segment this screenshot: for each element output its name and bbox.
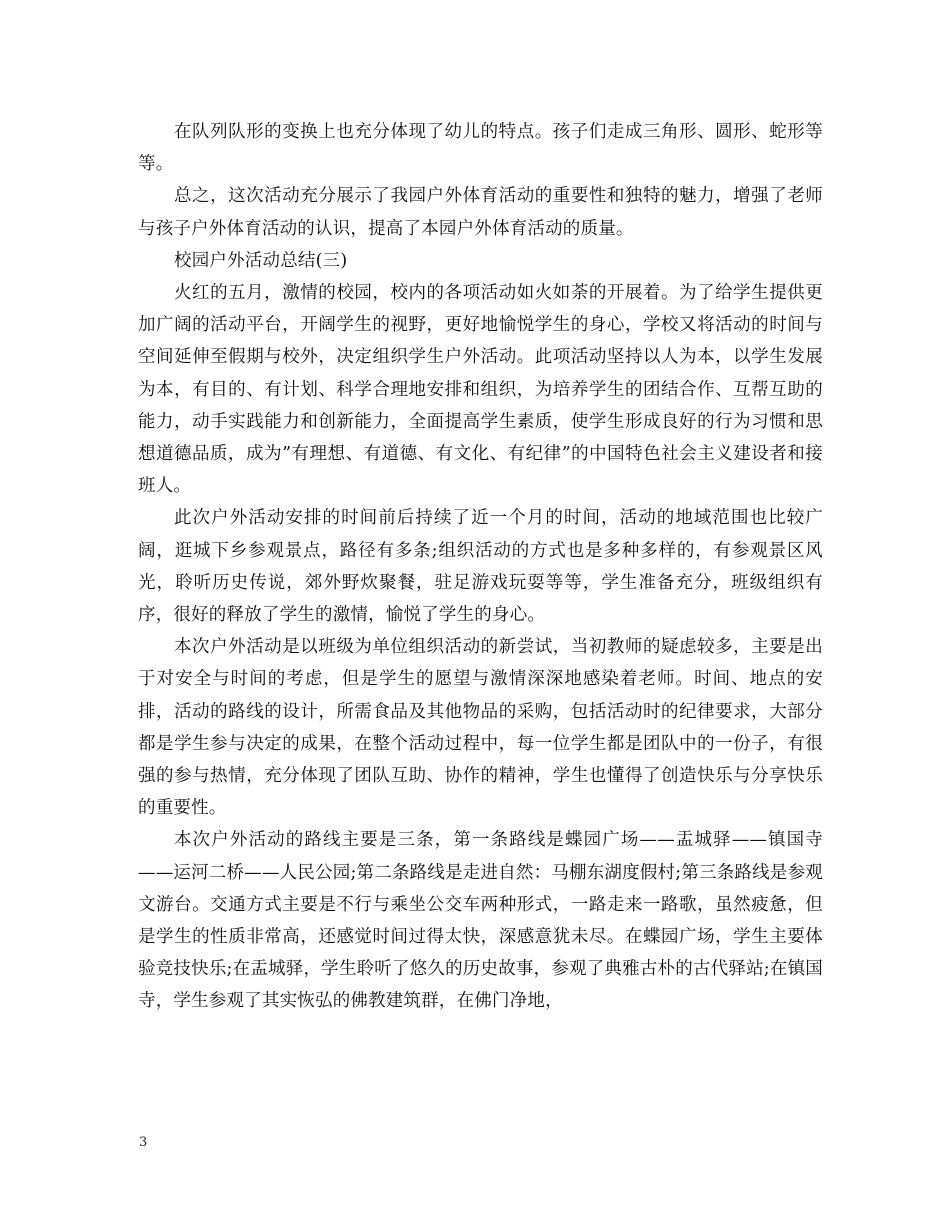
paragraph-may-campus: 火红的五月，激情的校园，校内的各项活动如火如荼的开展着。为了给学生提供更加广阔的活动平台，开阔学生的视野，更好地愉悦学生的身心，学校又将活动的时间与空间延伸至假期与校外，决定组织学生户外活动。此项活动坚持以人为本，以学生发展为本，有目的、有计划、科学合理地安排和组织，为培养学生的团结合作、互帮互助的能力，动手实践能力和创新能力，全面提高学生素质，使学生形成良好的行为习惯和思想道德品质，成为”有理想、有道德、有文化、有纪律”的中国特色社会主义建设者和接班人。: [138, 283, 823, 497]
page-number: 3: [139, 1135, 148, 1150]
paragraph-class-organization: 本次户外活动是以班级为单位组织活动的新尝试，当初教师的疑虑较多，主要是出于对安全与时间的考虑，但是学生的愿望与激情深深地感染着老师。时间、地点的安排，活动的路线的设计，所需食品及其他物品的采购，包括活动时的纪律要求，大部分都是学生参与决定的成果，在整个活动过程中，每一位学生都是团队中的一份子，有很强的参与热情，充分体现了团队互助、协作的精神，学生也懂得了创造快乐与分享快乐的重要性。: [138, 637, 823, 819]
paragraph-formation-changes: 在队列队形的变换上也充分体现了幼儿的特点。孩子们走成三角形、圆形、蛇形等等。: [138, 122, 823, 175]
paragraph-routes: 本次户外活动的路线主要是三条，第一条路线是蝶园广场——盂城驿——镇国寺——运河二桥——人民公园;第二条路线是走进自然：马棚东湖度假村;第三条路线是参观文游台。交通方式主要是不行与乘坐公交车两种形式，一路走来一路歌，虽然疲惫，但是学生的性质非常高，还感觉时间过得太快，深感意犹未尽。在蝶园广场，学生主要体验竞技快乐;在盂城驿，学生聆听了悠久的历史故事，参观了典雅古朴的古代驿站;在镇国寺，学生参观了其实恢弘的佛教建筑群，在佛门净地，: [138, 830, 823, 1012]
document-body: [138, 116, 823, 1018]
paragraph-conclusion: 总之，这次活动充分展示了我园户外体育活动的重要性和独特的魅力，增强了老师与孩子户外体育活动的认识，提高了本园户外体育活动的质量。: [138, 186, 823, 239]
section-heading: 校园户外活动总结(三): [174, 250, 348, 271]
paragraph-duration: 此次户外活动安排的时间前后持续了近一个月的时间，活动的地域范围也比较广阔，逛城下乡参观景点，路径有多条;组织活动的方式也是多种多样的，有参观景区风光，聆听历史传说，郊外野炊聚餐，驻足游戏玩耍等等，学生准备充分，班级组织有序，很好的释放了学生的激情，愉悦了学生的身心。: [138, 508, 823, 626]
